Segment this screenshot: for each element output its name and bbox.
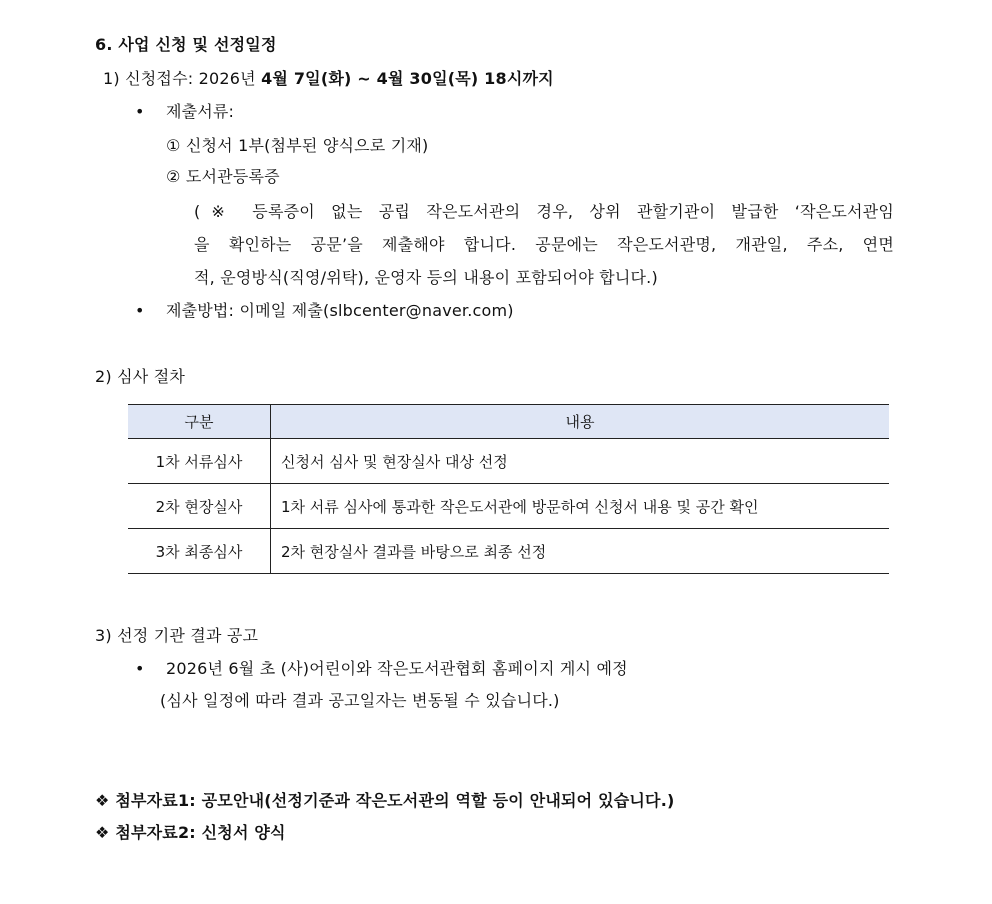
section-heading: 6. 사업 신청 및 선정일정 — [95, 35, 277, 54]
table-cell-stage: 1차 서류심사 — [128, 439, 271, 484]
attachment-2: ❖ 첨부자료2: 신청서 양식 — [95, 823, 286, 842]
table-header-category: 구분 — [128, 405, 271, 439]
table-row — [128, 439, 889, 484]
table-header-content: 내용 — [271, 405, 890, 439]
bullet-icon: • — [135, 659, 145, 678]
document-note-line-3: 적, 운영방식(직영/위탁), 운영자 등의 내용이 포함되어야 합니다.) — [194, 268, 658, 287]
documents-label-row — [135, 101, 234, 123]
announcement-item-row — [135, 658, 628, 680]
attachment-1: ❖ 첨부자료1: 공모안내(선정기준과 작은도서관의 역할 등이 안내되어 있습니다.) — [95, 791, 675, 810]
table-row — [128, 529, 889, 574]
bullet-icon: • — [135, 301, 145, 320]
table-header-row — [128, 405, 889, 439]
documents-label: 제출서류: — [165, 102, 235, 121]
document-note-line-2: 을 확인하는 공문’을 제출해야 합니다. 공문에는 작은도서관명, 개관일, 주소, 연면 — [194, 235, 894, 254]
table-cell-stage: 3차 최종심사 — [128, 529, 271, 574]
table-cell-stage: 2차 현장실사 — [128, 484, 271, 529]
announcement-note: (심사 일정에 따라 결과 공고일자는 변동될 수 있습니다.) — [160, 691, 560, 710]
bullet-icon: • — [135, 102, 145, 121]
application-period — [103, 68, 554, 90]
submission-method-row — [135, 300, 514, 322]
announcement-section-label: 3) 선정 기관 결과 공고 — [95, 626, 259, 645]
table-cell-content: 신청서 심사 및 현장실사 대상 선정 — [271, 439, 890, 484]
table-cell-content: 2차 현장실사 결과를 바탕으로 최종 선정 — [271, 529, 890, 574]
submission-method: 제출방법: 이메일 제출(slbcenter@naver.com) — [165, 301, 514, 320]
document-note-line-1: (※ 등록증이 없는 공립 작은도서관의 경우, 상위 관할기관이 발급한 ‘작은도서관임 — [194, 202, 894, 221]
application-period-label: 1) 신청접수: 2026년 — [103, 69, 262, 88]
application-period-date: 4월 7일(화) ~ 4월 30일(목) 18시까지 — [261, 69, 554, 88]
announcement-item: 2026년 6월 초 (사)어린이와 작은도서관협회 홈페이지 게시 예정 — [165, 659, 628, 678]
table-row — [128, 484, 889, 529]
review-process-table — [128, 404, 889, 574]
table-cell-content: 1차 서류 심사에 통과한 작은도서관에 방문하여 신청서 내용 및 공간 확인 — [271, 484, 890, 529]
review-section-label: 2) 심사 절차 — [95, 367, 186, 386]
document-item-1: ① 신청서 1부(첨부된 양식으로 기재) — [166, 136, 429, 155]
document-item-2: ② 도서관등록증 — [166, 167, 280, 186]
